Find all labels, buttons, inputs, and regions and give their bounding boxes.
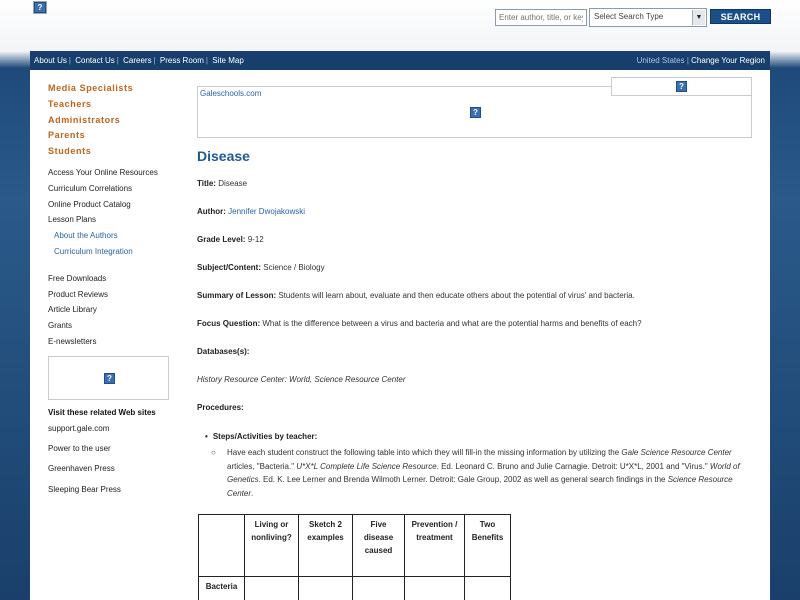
sidebar-about-the-authors[interactable]: About the Authors bbox=[54, 231, 118, 240]
search-button[interactable]: SEARCH bbox=[710, 9, 771, 24]
table-header-cell: Two Benefits bbox=[465, 515, 511, 577]
lesson-procedures-label: Procedures: bbox=[197, 403, 244, 412]
lesson-author-field: Author: Jennifer Dwojakowski bbox=[197, 207, 306, 216]
sidebar-lesson-plans[interactable]: Lesson Plans bbox=[48, 215, 97, 224]
change-region-link[interactable]: Change Your Region bbox=[691, 56, 765, 65]
top-nav-bar: About Us | Contact Us | Careers | Press Room | Site Map United States | Change Your Region bbox=[30, 51, 770, 70]
related-support-gale[interactable]: support.gale.com bbox=[48, 424, 110, 433]
sidebar-administrators[interactable]: Administrators bbox=[48, 115, 121, 125]
sidebar bbox=[30, 70, 185, 600]
content-panel bbox=[30, 70, 770, 600]
sidebar-media-specialists[interactable]: Media Specialists bbox=[48, 83, 134, 93]
sidebar-article-library[interactable]: Article Library bbox=[48, 305, 97, 314]
sidebar-parents[interactable]: Parents bbox=[48, 130, 86, 140]
broken-image-icon: ? bbox=[104, 373, 115, 384]
small-ad[interactable] bbox=[611, 77, 752, 96]
disease-table bbox=[198, 514, 511, 600]
sidebar-product-reviews[interactable]: Product Reviews bbox=[48, 290, 109, 299]
search-input[interactable] bbox=[495, 9, 587, 26]
sidebar-access-online-resources[interactable]: Access Your Online Resources bbox=[48, 168, 158, 177]
lesson-summary-field: Summary of Lesson: Students will learn about, evaluate and then educate others about the potential of virus' and bacteria. bbox=[197, 291, 635, 300]
table-header-row bbox=[199, 515, 511, 577]
table-cell bbox=[245, 577, 299, 600]
sidebar-teachers[interactable]: Teachers bbox=[48, 99, 92, 109]
table-header-cell: Sketch 2 examples bbox=[299, 515, 353, 577]
sidebar-free-downloads[interactable]: Free Downloads bbox=[48, 274, 107, 283]
nav-site-map[interactable]: Site Map bbox=[212, 56, 244, 65]
steps-heading: • Steps/Activities by teacher: bbox=[205, 432, 317, 441]
broken-image-icon: ? bbox=[676, 81, 687, 92]
lesson-subject-field: Subject/Content: Science / Biology bbox=[197, 263, 325, 272]
lesson-focus-field: Focus Question: What is the difference between a virus and bacteria and what are the potential harms and benefits of each? bbox=[197, 319, 642, 328]
lesson-title-field: Title: Disease bbox=[197, 179, 248, 188]
current-country[interactable]: United States bbox=[636, 56, 685, 65]
lesson-databases-label: Databases(s): bbox=[197, 347, 250, 356]
nav-careers[interactable]: Careers bbox=[123, 56, 152, 65]
nav-about-us[interactable]: About Us bbox=[34, 56, 67, 65]
table-header-cell: Five disease caused bbox=[353, 515, 405, 577]
broken-image-icon: ? bbox=[470, 107, 481, 118]
lesson-databases-value: History Resource Center: World, Science Resource Center bbox=[197, 375, 406, 384]
sidebar-e-newsletters[interactable]: E-newsletters bbox=[48, 337, 97, 346]
table-header-cell: Prevention / treatment bbox=[405, 515, 465, 577]
table-cell bbox=[299, 577, 353, 600]
related-power-to-the-user[interactable]: Power to the user bbox=[48, 444, 111, 453]
sidebar-curriculum-integration[interactable]: Curriculum Integration bbox=[54, 247, 133, 256]
table-header-cell bbox=[199, 515, 245, 577]
lesson-grade-field: Grade Level: 9-12 bbox=[197, 235, 264, 244]
table-cell bbox=[465, 577, 511, 600]
table-cell: Bacteria bbox=[199, 577, 245, 600]
related-sites-heading: Visit these related Web sites bbox=[48, 408, 156, 417]
search-type-label: Select Search Type bbox=[594, 12, 664, 21]
nav-press-room[interactable]: Press Room bbox=[159, 56, 204, 65]
top-header bbox=[0, 0, 800, 52]
related-greenhaven-press[interactable]: Greenhaven Press bbox=[48, 464, 115, 473]
table-cell bbox=[405, 577, 465, 600]
nav-contact-us[interactable]: Contact Us bbox=[75, 56, 115, 65]
table-cell bbox=[353, 577, 405, 600]
table-header-cell: Living or nonliving? bbox=[245, 515, 299, 577]
sidebar-students[interactable]: Students bbox=[48, 146, 92, 156]
author-link[interactable]: Jennifer Dwojakowski bbox=[228, 207, 306, 216]
sidebar-online-product-catalog[interactable]: Online Product Catalog bbox=[48, 200, 131, 209]
chevron-down-icon: ▼ bbox=[692, 10, 705, 25]
broken-image-icon: ? bbox=[33, 1, 47, 14]
main-content bbox=[197, 70, 757, 600]
related-sleeping-bear-press[interactable]: Sleeping Bear Press bbox=[48, 485, 121, 494]
step-item: ○ Have each student construct the following table into which they will fill-in the missing information by utilizing the Gale Science Resource Center articles, "Bacteria." U*X*L Complete Life Science Resource. Ed. Leonard C. Bruno and Julie Carnagie. Detroit: U*X*L, 2001 and "Virus." World of Genetics. Ed. K. Lee Lerner and Brenda Wilmoth Lerner. Detroit: Gale Group, 2002 as well as general search findings in the Science Resource Center. bbox=[211, 448, 740, 498]
sidebar-grants[interactable]: Grants bbox=[48, 321, 73, 330]
sidebar-curriculum-correlations[interactable]: Curriculum Correlations bbox=[48, 184, 133, 193]
sidebar-ad-box bbox=[48, 356, 169, 400]
table-row bbox=[199, 577, 511, 600]
galeschools-link[interactable]: Galeschools.com bbox=[200, 89, 262, 98]
search-type-select[interactable] bbox=[589, 8, 707, 27]
page-title: Disease bbox=[197, 148, 250, 164]
